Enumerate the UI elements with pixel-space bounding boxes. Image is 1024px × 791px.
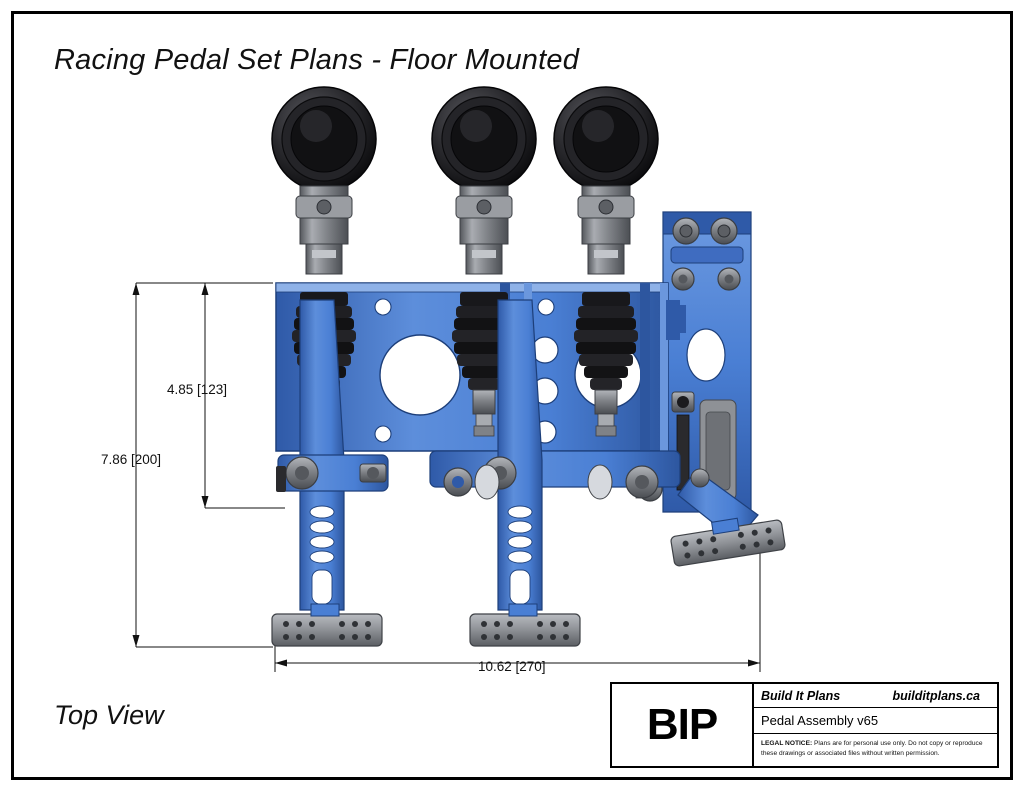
dimension-label-width: 10.62 [270] — [478, 659, 546, 674]
legal-notice-label: LEGAL NOTICE: — [761, 740, 813, 747]
foot-plate-2 — [470, 604, 580, 646]
right-spring-column — [666, 300, 680, 340]
dimension-label-height-inner: 4.85 [123] — [167, 382, 228, 397]
legal-notice — [754, 734, 997, 766]
view-label: Top View — [54, 700, 164, 730]
legal-notice-text: Plans are for personal use only. Do not copy or reproduce these drawings or associated files without written permission. — [761, 740, 983, 757]
title-block — [610, 682, 999, 768]
adjuster-knob-3 — [554, 87, 658, 191]
drawing-name: Pedal Assembly v65 — [754, 708, 997, 734]
company-name: Build It Plans — [761, 688, 841, 703]
title-block-company-row — [754, 684, 997, 708]
pivot-1 — [276, 455, 388, 492]
company-website: builditplans.ca — [892, 688, 980, 703]
foot-plate-1 — [272, 604, 382, 646]
adjuster-knob-1 — [272, 87, 376, 191]
title-block-fields — [754, 684, 997, 766]
page-title: Racing Pedal Set Plans - Floor Mounted — [54, 44, 580, 76]
dimension-label-height-outer: 7.86 [200] — [101, 452, 162, 467]
adjuster-knob-2 — [432, 87, 536, 191]
brand-logo: BIP — [612, 684, 754, 766]
